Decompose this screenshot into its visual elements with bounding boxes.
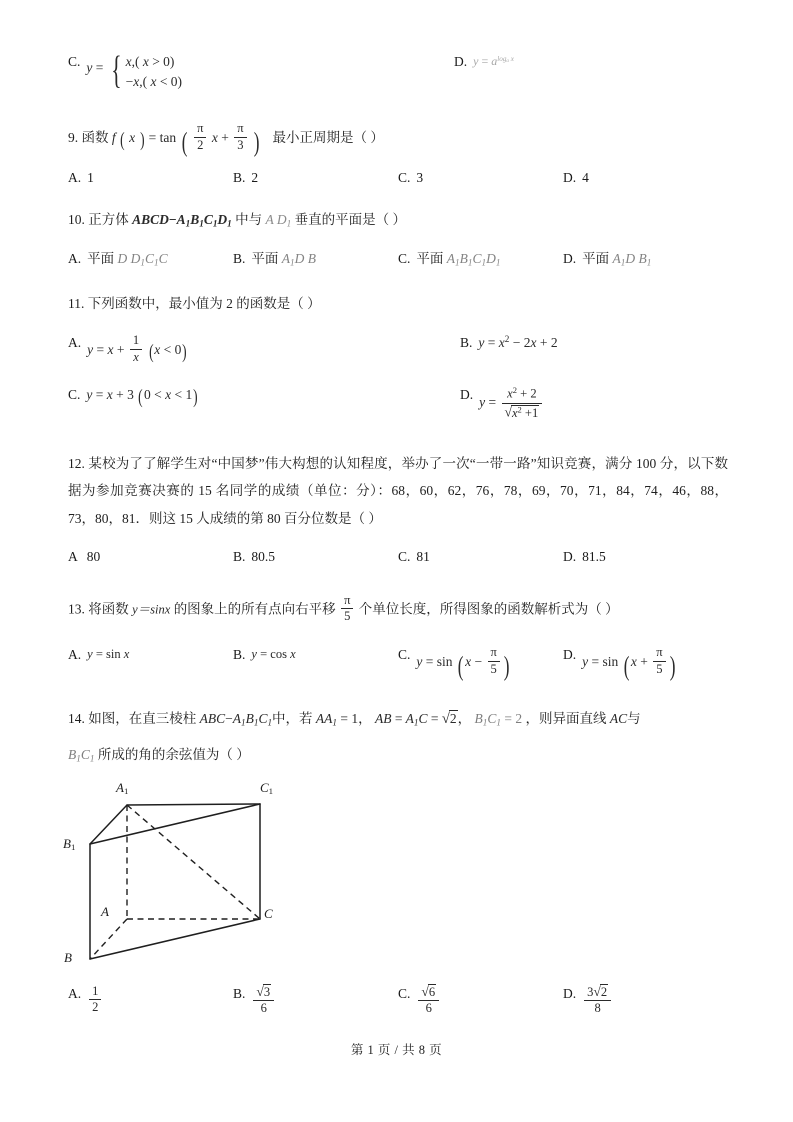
edge-a1-c1 [127,804,260,805]
q13-stem-mid: 的图象上的所有点向右平移 [173,601,336,617]
q12-option-c-label: C. [398,548,411,564]
q9-option-b[interactable] [233,168,398,188]
q13-option-a-expression: y = sin x [87,647,130,662]
q11-option-d-label: D. [460,387,474,403]
q12-option-a[interactable] [68,547,233,567]
question-11-stem [68,292,728,317]
q14-prism: $ABC-A_1B_1C_1$ [199,710,273,728]
q12-option-d-text: 81.5 [582,548,606,564]
q14-stem-pre: 如图，在直三棱柱 [88,710,197,726]
q13-function: y＝sinx [132,602,171,617]
q14-option-c[interactable] [398,984,563,1018]
q14-line2: $B_1C_1$ [68,746,95,764]
q13-number: 13. [68,601,85,617]
q10-option-c-prefix: 平面 [416,250,444,266]
q11-option-c[interactable] [68,385,398,408]
q14-option-b-value: $\frac{√3}{6}$ [251,984,276,1018]
q10-option-b-plane: $A_1D$ B [281,250,316,268]
q13-option-c[interactable] [398,645,563,681]
question-10-options [68,249,728,270]
q13-option-a[interactable] [68,645,233,665]
q14-option-b-label: B. [233,985,246,1001]
question-9-stem [68,121,728,157]
question-14-stem-line2 [68,743,728,768]
q14-cond3: $B_1C_1 = 2$ [474,710,523,728]
question-14-stem: 14. 如图，在直三棱柱 $ABC-A_1B_1C_1$中，若 $AA_1 = 1$， AB = $A_1C = √2$， $B_1C_1 = 2$ ，则异面直线 AC与 [68,710,641,728]
q10-option-c-label: C. [398,250,411,266]
q10-option-c-body [416,249,500,270]
q10-stem-mid: 中与 [235,211,263,227]
q10-option-b-label: B. [233,250,246,266]
option-label-d: D. [454,54,468,69]
question-11-options-row1 [68,333,728,365]
q10-option-d-body [582,249,651,270]
q11-option-c-expression: y = x + 3 (0 < x < 1) [86,385,198,408]
q9-stem-post: 最小正周期是（ ） [272,130,384,146]
option-d-expression: $y = a^{loga x}$ [473,54,514,68]
question-12-stem [68,450,728,533]
q11-number: 11. [68,296,85,312]
q10-option-c-plane: $A_1B_1C_1D_1$ [446,250,501,268]
q9-formula: f ( x ) = tan ( $\frac{\pi}{2}$ x + $\frac{\pi}{3}$ ) [111,121,260,157]
q12-option-b-label: B. [233,548,246,564]
q12-option-c-text: 81 [416,548,430,564]
q10-stem-pre: 正方体 [88,211,129,227]
q14-option-c-label: C. [398,985,411,1001]
q9-option-c-label: C. [398,169,411,185]
question-14-options [68,984,728,1018]
q9-option-c-text: 3 [416,169,424,185]
q10-stem-post: 垂直的平面是（ ） [294,211,406,227]
edge-a1-b1 [90,805,127,844]
q13-option-d-label: D. [563,647,577,663]
figure-label-b: B [64,949,72,965]
edge-a1-c [127,805,260,919]
q10-solid: $ABCD-A_1B_1C_1D_1$ [132,211,232,229]
question-14-figure [63,779,728,978]
q9-option-a-label: A. [68,169,82,185]
figure-label-a1: A1 [116,779,129,796]
q9-stem-pre: 函数 [81,130,109,146]
q14-cond1: $AA_1 = 1$ [315,710,359,728]
q12-paragraph: 某校为了了解学生对“中国梦”伟大构想的认知程度，举办了一次“一带一路”知识竞赛，满分 100 分，以下数据为参加竞赛决赛的 15 名同学的成绩（单位：分）：68，60，62，76，78，69，70，71，84，74，46，88，73，80，81．则这 15 人成绩的第 80 百分位数是（ ） [68,455,729,526]
q9-option-d-text: 4 [582,169,589,185]
figure-label-b1: B1 [63,835,76,852]
q14-option-a-value: $\frac{1}{2}$ [87,984,103,1016]
q13-option-d[interactable] [563,645,728,681]
q14-stem-mid1: 中，若 [272,710,313,726]
q10-option-a-plane: D $D_1C_1C$ [117,250,168,268]
q13-shift-fraction: $\frac{\pi}{5}$ [339,601,359,616]
question-9-options [68,168,728,188]
q14-option-d[interactable] [563,984,728,1018]
q14-stem-mid2: ，则异面直线 [525,710,607,726]
q14-option-a-label: A. [68,985,82,1001]
q10-line: A $D_1$ [265,211,292,229]
q9-option-c[interactable] [398,168,563,188]
q10-option-c[interactable] [398,249,563,270]
edge-b1-c1 [90,804,260,844]
q12-option-b-text: 80.5 [251,548,276,564]
question-8-options-tail [68,49,728,93]
q13-option-b-label: B. [233,647,246,663]
q14-stem-mid3: 与 [627,710,641,726]
figure-label-c1: C1 [260,779,274,796]
q11-stem-text: 下列函数中，最小值为 2 的函数是（ ） [87,296,321,312]
q13-option-c-label: C. [398,647,411,663]
q9-option-a-text: 1 [87,169,94,185]
figure-label-a: A [101,903,109,919]
q9-option-d-label: D. [563,169,577,185]
q10-option-b-body [251,249,316,270]
q12-number: 12. [68,455,85,471]
q9-option-d[interactable] [563,168,728,188]
q13-stem-post: 个单位长度，所得图象的函数解析式为（ ） [358,601,619,617]
q13-stem-pre: 将函数 [88,601,129,617]
q10-option-d-prefix: 平面 [582,250,610,266]
edge-b-c [90,919,260,959]
q14-option-c-value: $\frac{√6}{6}$ [416,984,441,1018]
q10-option-d-label: D. [563,250,577,266]
q14-cond2: AB = $A_1C = √2$ [375,710,457,728]
option-c-expression: y = { x,( x > 0) −x,( x < 0) [86,49,183,93]
q11-option-a[interactable] [68,333,398,365]
q14-option-a[interactable] [68,984,233,1016]
q12-option-a-label: A [68,548,78,564]
q10-option-b[interactable] [233,249,398,270]
page-footer: 第 1 页 / 共 8 页 [350,1043,443,1057]
q9-option-a[interactable] [68,168,233,188]
triangular-prism-svg [78,779,328,978]
q13-option-c-expression: y = sin ( x − $\frac{\pi}{5}$ ) [416,645,510,681]
q10-option-a-body [87,249,167,270]
figure-label-c: C [264,905,273,921]
q14-number: 14. [68,710,85,726]
q11-option-b-expression: $y = x^2 - 2x + 2$ [478,334,558,351]
q9-option-b-text: 2 [251,169,259,185]
option-d[interactable] [398,52,728,72]
q13-option-b[interactable] [233,645,398,665]
edge-a-b [90,919,127,959]
q11-option-b[interactable] [398,333,728,353]
q9-number: 9. [68,130,79,146]
q14-line1: AC [609,710,628,726]
q10-option-d[interactable] [563,249,728,270]
page-content [63,49,729,1017]
option-c[interactable] [68,49,398,93]
q14-option-b[interactable] [233,984,398,1018]
q10-option-d-plane: $A_1D$ $B_1$ [612,250,652,268]
question-12-options [68,547,728,567]
q14-stem-post: 所成的角的余弦值为（ ） [97,746,250,762]
q14-option-d-label: D. [563,985,577,1001]
q12-option-d-label: D. [563,548,577,564]
q13-option-d-expression: y = sin ( x + $\frac{\pi}{5}$ ) [582,645,676,681]
q11-option-d[interactable] [398,385,728,421]
q11-option-c-label: C. [68,387,81,403]
q10-option-a-prefix: 平面 [87,250,115,266]
q14-option-d-value: $\frac{3√2}{8}$ [582,984,613,1018]
question-13-stem [68,593,728,625]
q11-option-d-expression: y = $\frac{x^2 + 2}{√x^2 +1}$ [479,385,544,421]
q11-option-a-expression: y = x + $\frac{1}{x}$ (x < 0) [87,333,188,364]
q12-option-b[interactable] [233,547,398,567]
q13-option-a-label: A. [68,647,82,663]
q12-option-a-text: 80 [86,548,101,564]
question-13-options [68,645,728,681]
question-11-options-row2 [68,385,728,421]
q11-option-b-label: B. [460,335,473,351]
q10-number: 10. [68,211,85,227]
question-10-stem [68,208,728,233]
q13-option-b-expression: y = cos x [251,647,296,662]
q10-option-b-prefix: 平面 [251,250,279,266]
q12-option-d[interactable] [563,547,728,567]
q10-option-a-label: A. [68,250,82,266]
q10-option-a[interactable] [68,249,233,270]
option-label-c: C. [68,54,81,69]
q11-option-a-label: A. [68,335,82,351]
q12-option-c[interactable] [398,547,563,567]
q9-option-b-label: B. [233,169,246,185]
